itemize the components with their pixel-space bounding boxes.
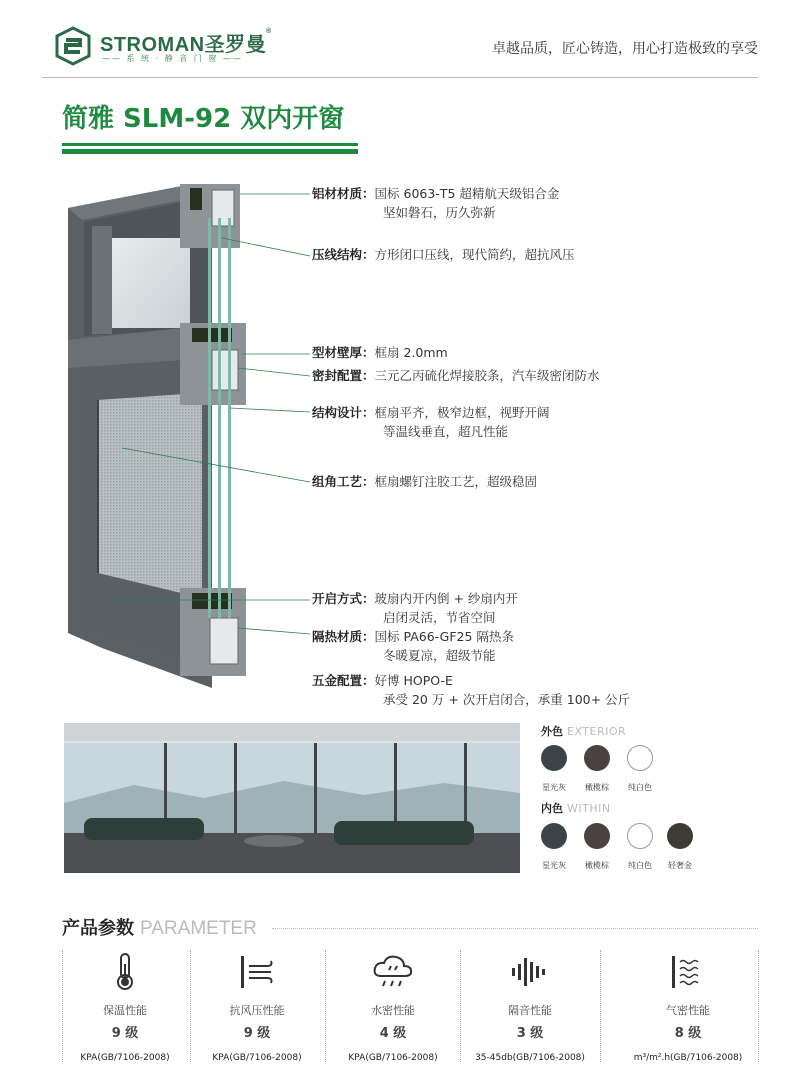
param-grade: 9 级	[111, 1026, 139, 1041]
param-water-tightness	[328, 950, 458, 1063]
feature-hardware	[312, 671, 630, 709]
feature-bead-structure	[312, 245, 575, 264]
title-underline	[62, 143, 358, 146]
param-name: 抗风压性能	[229, 1004, 285, 1017]
feature-value: 框扇 2.0mm	[374, 345, 448, 360]
exterior-swatch-olive-brown	[584, 745, 610, 771]
header-divider	[42, 77, 758, 78]
param-standard: m³/m².h(GB/7106-2008)	[633, 1053, 743, 1063]
feature-value: 国标 PA66-GF25 隔热条	[374, 629, 514, 644]
column-separator	[758, 950, 759, 1062]
param-standard: KPA(GB/7106-2008)	[348, 1053, 438, 1063]
column-separator	[190, 950, 191, 1062]
param-name: 保温性能	[103, 1004, 147, 1017]
parameters-heading	[62, 914, 257, 940]
header-slogan: 卓越品质，匠心铸造，用心打造极致的享受	[492, 41, 758, 57]
page-title: 简雅 SLM-92 双内开窗	[62, 104, 345, 134]
feature-insulation	[312, 627, 514, 665]
exterior-label: 外色	[541, 725, 563, 738]
interior-swatch-label: 星光灰	[542, 861, 566, 870]
param-air-tightness	[623, 950, 753, 1063]
window-profile-illustration	[62, 178, 312, 688]
interior-swatch-starlight-grey	[541, 823, 567, 849]
feature-key: 铝材材质：	[312, 186, 375, 201]
stroman-logo-icon	[55, 26, 91, 66]
feature-value-2: 承受 20 万 + 次开启闭合，承重 100+ 公斤	[383, 692, 631, 707]
brand-name: STROMAN圣罗曼®	[100, 28, 272, 56]
param-thermal-insulation	[60, 950, 190, 1063]
interior-swatch-label: 轻奢金	[668, 861, 692, 870]
feature-sealing	[312, 366, 600, 385]
exterior-swatch-label: 纯白色	[628, 783, 652, 792]
exterior-label-en: EXTERIOR	[567, 725, 627, 738]
param-name: 气密性能	[666, 1004, 710, 1017]
feature-value: 三元乙丙硫化焊接胶条，汽车级密闭防水	[374, 368, 600, 383]
param-standard: KPA(GB/7106-2008)	[80, 1053, 170, 1063]
param-grade: 9 级	[243, 1026, 271, 1041]
feature-value: 方形闭口压线，现代简约，超抗风压	[374, 247, 575, 262]
brand-tagline: —— 系 统 · 静 音 门 窗 ——	[102, 54, 243, 63]
title-underline-thick	[62, 149, 358, 154]
feature-wall-thickness	[312, 343, 448, 362]
feature-value: 框扇平齐，极窄边框，视野开阔	[374, 405, 550, 420]
header	[0, 0, 800, 78]
interior-swatch-label: 纯白色	[628, 861, 652, 870]
feature-value: 玻扇内开内倒 + 纱扇内开	[374, 591, 518, 606]
feature-key: 开启方式：	[312, 591, 375, 606]
parameters-title-en: PARAMETER	[140, 918, 257, 939]
param-grade: 4 级	[379, 1026, 407, 1041]
interior-label: 内色	[541, 802, 563, 815]
exterior-swatch-label: 星光灰	[542, 783, 566, 792]
feature-key: 隔热材质：	[312, 629, 375, 644]
param-sound-insulation	[465, 950, 595, 1063]
interior-swatch-light-luxury-gold	[667, 823, 693, 849]
param-name: 水密性能	[371, 1004, 415, 1017]
parameters-title: 产品参数	[62, 918, 134, 939]
airflow-icon	[668, 952, 708, 992]
feature-value-2: 启闭灵活，节省空间	[383, 610, 496, 625]
feature-corner-process	[312, 472, 537, 491]
feature-value-2: 等温线垂直，超凡性能	[383, 424, 509, 439]
feature-key: 型材壁厚：	[312, 345, 375, 360]
interior-swatch-olive-brown	[584, 823, 610, 849]
feature-material	[312, 184, 559, 222]
interior-swatch-pure-white	[627, 823, 653, 849]
interior-label-en: WITHIN	[567, 802, 611, 815]
feature-structure-design	[312, 403, 550, 441]
column-separator	[460, 950, 461, 1062]
param-standard: KPA(GB/7106-2008)	[212, 1053, 302, 1063]
exterior-colors-heading	[541, 723, 626, 739]
column-separator	[600, 950, 601, 1062]
feature-value-2: 冬暖夏凉，超级节能	[383, 648, 496, 663]
feature-value-2: 坚如磐石，历久弥新	[383, 205, 496, 220]
param-standard: 35-45db(GB/7106-2008)	[475, 1053, 585, 1063]
feature-value: 框扇螺钉注胶工艺，超级稳固	[374, 474, 538, 489]
column-separator	[325, 950, 326, 1062]
interior-swatch-label: 橄榄棕	[585, 861, 609, 870]
feature-value: 好博 HOPO-E	[374, 673, 453, 688]
parameters-divider	[272, 928, 758, 929]
rain-cloud-icon	[371, 952, 415, 992]
thermometer-icon	[113, 952, 137, 992]
param-name: 隔音性能	[508, 1004, 552, 1017]
sound-wave-icon	[508, 952, 552, 992]
feature-value: 国标 6063-T5 超精航天级铝合金	[374, 186, 560, 201]
interior-colors-heading	[541, 800, 611, 816]
feature-key: 组角工艺：	[312, 474, 375, 489]
feature-opening-mode	[312, 589, 518, 627]
feature-key: 五金配置：	[312, 673, 375, 688]
exterior-swatch-pure-white	[627, 745, 653, 771]
param-wind-pressure	[192, 950, 322, 1063]
wind-icon	[237, 952, 277, 992]
feature-key: 密封配置：	[312, 368, 375, 383]
living-room-photo	[64, 723, 520, 873]
feature-key: 压线结构：	[312, 247, 375, 262]
param-grade: 3 级	[516, 1026, 544, 1041]
param-grade: 8 级	[674, 1026, 702, 1041]
feature-key: 结构设计：	[312, 405, 375, 420]
exterior-swatch-starlight-grey	[541, 745, 567, 771]
exterior-swatch-label: 橄榄棕	[585, 783, 609, 792]
